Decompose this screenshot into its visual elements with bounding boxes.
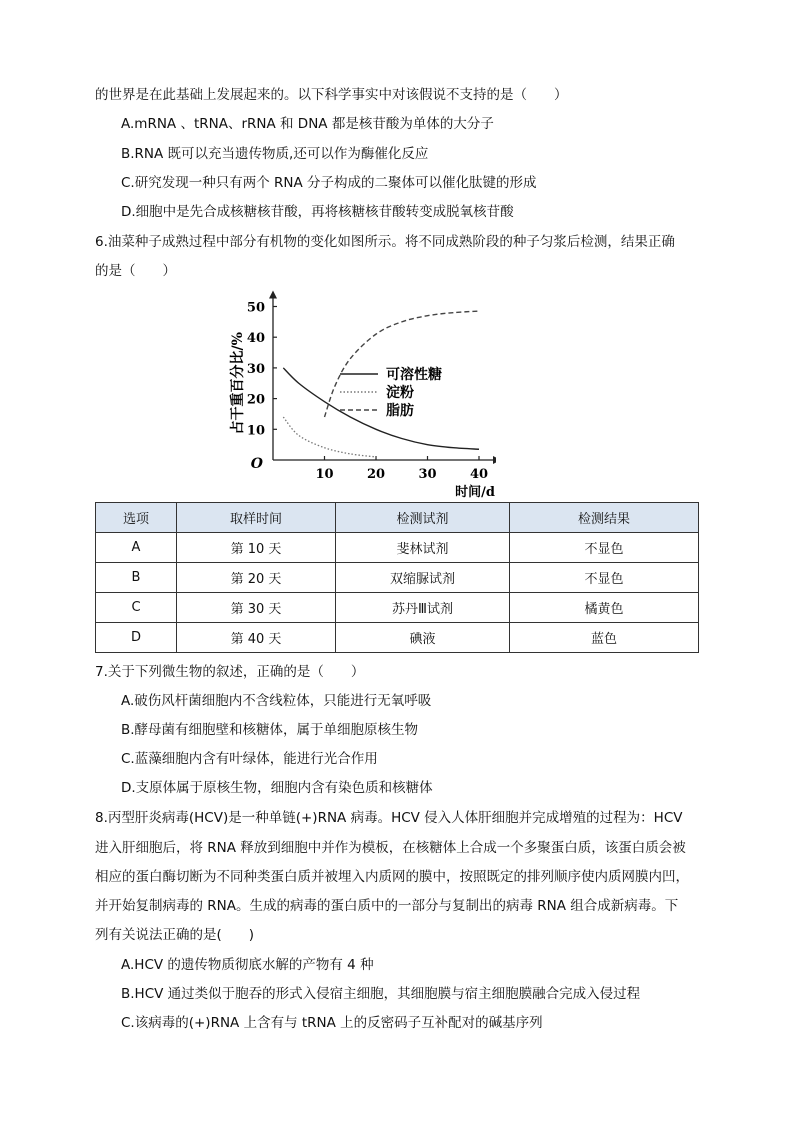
legend-label-2: 淀粉 bbox=[386, 385, 414, 401]
table-header-result: 检测结果 bbox=[510, 503, 699, 533]
q5-stem-tail: 的世界是在此基础上发展起来的。以下科学事实中对该假说不支持的是（ ） bbox=[95, 87, 568, 103]
y-tick-label: 30 bbox=[246, 361, 265, 377]
q5-option-c: C.研究发现一种只有两个 RNA 分子构成的二聚体可以催化肽键的形成 bbox=[121, 175, 537, 191]
q8-option-a: A.HCV 的遗传物质彻底水解的产物有 4 种 bbox=[121, 957, 374, 973]
table-cell: 橘黄色 bbox=[510, 593, 699, 623]
table-cell: A bbox=[96, 533, 177, 563]
q5-option-d: D.细胞中是先合成核糖核苷酸，再将核糖核苷酸转变成脱氧核苷酸 bbox=[121, 204, 514, 220]
legend-label-3: 脂肪 bbox=[386, 403, 414, 419]
origin-label: O bbox=[250, 456, 263, 472]
x-tick-label: 20 bbox=[366, 467, 386, 482]
y-axis-arrow bbox=[269, 291, 277, 299]
table-header-row bbox=[96, 503, 699, 533]
q8-stem-line5: 列有关说法正确的是( ) bbox=[95, 927, 255, 943]
x-axis-label: 时间/d bbox=[455, 485, 495, 498]
table-cell: 双缩脲试剂 bbox=[336, 563, 510, 593]
y-tick-label: 50 bbox=[246, 300, 265, 316]
table-cell: 第 40 天 bbox=[177, 623, 336, 653]
q7-option-b: B.酵母菌有细胞壁和核糖体，属于单细胞原核生物 bbox=[121, 722, 419, 738]
chart-ticks bbox=[229, 301, 495, 499]
x-tick-label: 40 bbox=[469, 467, 489, 482]
table-cell: B bbox=[96, 563, 177, 593]
table-row bbox=[96, 533, 699, 563]
table-cell: C bbox=[96, 593, 177, 623]
series-line-1 bbox=[283, 368, 479, 449]
table-cell: 斐林试剂 bbox=[336, 533, 510, 563]
table-cell: 第 20 天 bbox=[177, 563, 336, 593]
table-cell: 碘液 bbox=[336, 623, 510, 653]
q5-option-a: A.mRNA 、tRNA、rRNA 和 DNA 都是核苷酸为单体的大分子 bbox=[121, 116, 494, 132]
q7-option-d: D.支原体属于原核生物，细胞内含有染色质和核糖体 bbox=[121, 780, 433, 796]
organic-matter-chart bbox=[226, 288, 496, 498]
table-cell: 不显色 bbox=[510, 533, 699, 563]
legend-label-1: 可溶性糖 bbox=[386, 367, 442, 383]
q8-stem-line3: 相应的蛋白酶切断为不同种类蛋白质并被埋入内质网的膜中，按照既定的排列顺序使内质网膜内凹， bbox=[95, 869, 689, 885]
table-cell: 第 30 天 bbox=[177, 593, 336, 623]
y-tick-label: 20 bbox=[246, 392, 265, 408]
q8-stem-line1: 8.丙型肝炎病毒(HCV)是一种单链(+)RNA 病毒。HCV 侵入人体肝细胞并完成增殖的过程为：HCV bbox=[95, 810, 683, 826]
q7-option-c: C.蓝藻细胞内含有叶绿体，能进行光合作用 bbox=[121, 751, 378, 767]
q6-stem-line2: 的是（ ） bbox=[95, 263, 176, 279]
y-tick-label: 40 bbox=[246, 331, 265, 347]
detection-table bbox=[95, 502, 699, 653]
q7-option-a: A.破伤风杆菌细胞内不含线粒体，只能进行无氧呼吸 bbox=[121, 693, 432, 709]
q8-stem-line4: 并开始复制病毒的 RNA。生成的病毒的蛋白质中的一部分与复制出的病毒 RNA 组合成新病毒。下 bbox=[95, 898, 679, 914]
q6-stem-line1: 6.油菜种子成熟过程中部分有机物的变化如图所示。将不同成熟阶段的种子匀浆后检测，结果正确 bbox=[95, 234, 675, 250]
q8-stem-line2: 进入肝细胞后，将 RNA 释放到细胞中并作为模板，在核糖体上合成一个多聚蛋白质，该蛋白质会被 bbox=[95, 840, 686, 856]
q8-option-c: C.该病毒的(+)RNA 上含有与 tRNA 上的反密码子互补配对的碱基序列 bbox=[121, 1015, 543, 1031]
chart-series bbox=[283, 311, 479, 457]
table-row bbox=[96, 623, 699, 653]
q5-option-b: B.RNA 既可以充当遗传物质,还可以作为酶催化反应 bbox=[121, 146, 429, 162]
x-tick-label: 30 bbox=[418, 467, 437, 482]
series-line-3 bbox=[325, 311, 480, 417]
table-header-reagent: 检测试剂 bbox=[336, 503, 510, 533]
chart-legend bbox=[340, 366, 442, 419]
table-header-option: 选项 bbox=[96, 503, 177, 533]
table-row bbox=[96, 563, 699, 593]
q8-option-b: B.HCV 通过类似于胞吞的形式入侵宿主细胞，其细胞膜与宿主细胞膜融合完成入侵过程 bbox=[121, 986, 641, 1002]
q7-stem: 7.关于下列微生物的叙述，正确的是（ ） bbox=[95, 664, 365, 680]
table-cell: 苏丹Ⅲ试剂 bbox=[336, 593, 510, 623]
table-cell: 第 10 天 bbox=[177, 533, 336, 563]
table-header-time: 取样时间 bbox=[177, 503, 336, 533]
table-cell: 不显色 bbox=[510, 563, 699, 593]
x-tick-label: 10 bbox=[315, 467, 334, 482]
table-cell: 蓝色 bbox=[510, 623, 699, 653]
y-axis-label: 占干重百分比/% bbox=[230, 332, 246, 435]
table-cell: D bbox=[96, 623, 177, 653]
x-axis-arrow bbox=[493, 456, 496, 464]
y-tick-label: 10 bbox=[246, 423, 265, 439]
table-row bbox=[96, 593, 699, 623]
